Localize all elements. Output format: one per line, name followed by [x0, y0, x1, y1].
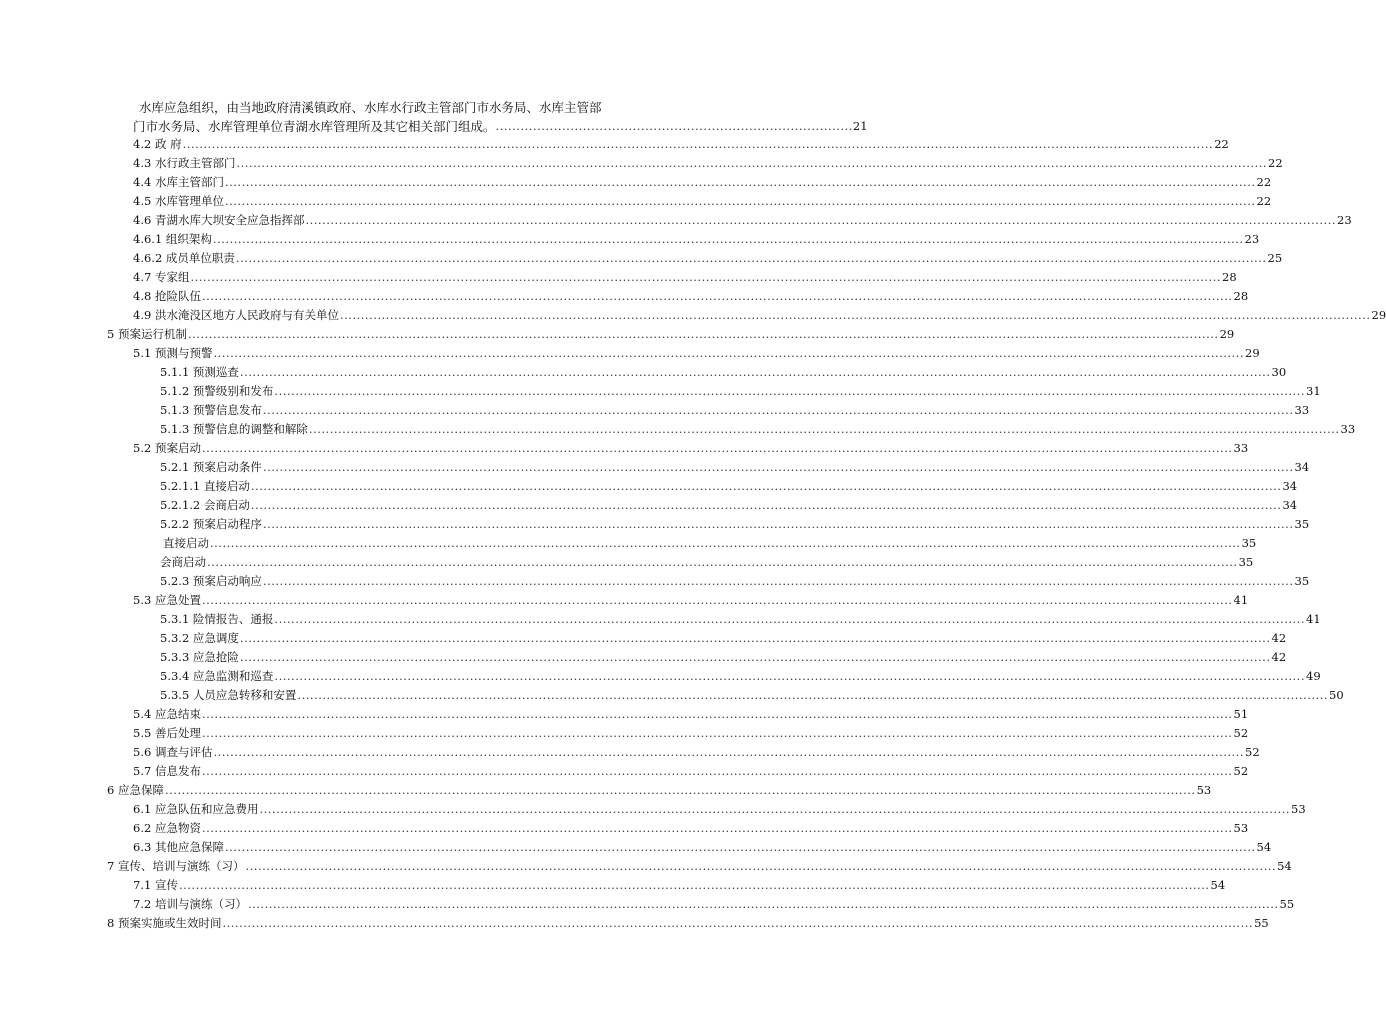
toc-leader	[202, 439, 1233, 458]
toc-entry[interactable]	[160, 477, 1298, 496]
toc-leader	[202, 591, 1233, 610]
toc-entry[interactable]	[160, 458, 1310, 477]
toc-leader	[183, 135, 1214, 154]
toc-page-number: 34	[1294, 460, 1310, 474]
toc-leader	[202, 287, 1233, 306]
toc-page-number: 41	[1233, 593, 1249, 607]
toc-page-number: 52	[1233, 764, 1249, 778]
toc-entry-label: 直接启动	[163, 536, 209, 550]
toc-entry[interactable]	[133, 306, 1386, 325]
toc-leader	[274, 610, 1305, 629]
toc-entry[interactable]	[133, 268, 1237, 287]
toc-entry-label: 5.2.1.1 直接启动	[160, 479, 250, 493]
toc-entry-label: 5.2.1 预案启动条件	[160, 460, 262, 474]
toc-page-number: 42	[1271, 650, 1287, 664]
toc-entry[interactable]	[160, 667, 1321, 686]
toc-entry-label: 5.2 预案启动	[133, 441, 201, 455]
toc-entry[interactable]	[160, 515, 1310, 534]
toc-leader	[213, 344, 1244, 363]
toc-entry-label: 7.2 培训与演练（习）	[133, 897, 247, 911]
toc-leader	[190, 268, 1221, 287]
toc-leader	[263, 515, 1294, 534]
toc-page-number: 53	[1196, 783, 1212, 797]
toc-entry-label: 5.7 信息发布	[133, 764, 201, 778]
toc-page-number: 54	[1277, 859, 1292, 873]
toc-leader	[263, 401, 1294, 420]
toc-entry[interactable]	[160, 553, 1254, 572]
toc-leader	[240, 648, 1271, 667]
toc-leader	[251, 496, 1282, 515]
toc-leader	[213, 743, 1244, 762]
toc-page-number: 52	[1233, 726, 1249, 740]
toc-leader	[245, 857, 1276, 876]
toc-page-number: 22	[1268, 156, 1283, 170]
toc-entry[interactable]	[160, 686, 1344, 705]
toc-leader	[202, 724, 1233, 743]
toc-entry-label: 7 宣传、培训与演练（习）	[107, 859, 245, 873]
toc-entry[interactable]	[133, 154, 1283, 173]
toc-entry-label: 5.3.2 应急调度	[160, 631, 239, 645]
toc-entry-label: 5.2.3 预案启动响应	[160, 574, 262, 588]
toc-page-number: 52	[1245, 745, 1260, 759]
toc-entry-label: 7.1 宣传	[133, 878, 178, 892]
toc-leader	[274, 382, 1305, 401]
toc-leader	[263, 572, 1294, 591]
toc-page-number: 29	[1371, 308, 1386, 322]
toc-page-number: 55	[1254, 916, 1269, 930]
toc-page-number: 23	[1337, 213, 1352, 227]
toc-entry[interactable]	[133, 591, 1249, 610]
toc-intro-page-number: 21	[852, 119, 868, 133]
toc-leader	[165, 781, 1196, 800]
toc-entry-label: 6.3 其他应急保障	[133, 840, 224, 854]
toc-entry[interactable]	[160, 420, 1356, 439]
toc-page-number: 34	[1282, 479, 1298, 493]
toc-page-number: 53	[1291, 802, 1306, 816]
toc-entry[interactable]	[133, 173, 1272, 192]
toc-entry-label: 4.6.2 成员单位职责	[133, 251, 235, 265]
toc-page-number: 55	[1279, 897, 1295, 911]
toc-entry[interactable]	[160, 401, 1310, 420]
toc-leader	[222, 914, 1253, 933]
toc-page-number: 22	[1256, 194, 1272, 208]
toc-entry[interactable]	[133, 211, 1352, 230]
toc-page-number: 35	[1241, 536, 1257, 550]
toc-entry-label: 5.1 预测与预警	[133, 346, 213, 360]
toc-entry-label: 4.6.1 组织架构	[133, 232, 212, 246]
toc-leader	[263, 458, 1294, 477]
toc-intro-line-2-text: 门市水务局、水库管理单位青湖水库管理所及其它相关部门组成。	[133, 119, 496, 134]
toc-page-number: 29	[1219, 327, 1235, 341]
toc-entry[interactable]	[133, 439, 1249, 458]
toc-entry[interactable]	[133, 705, 1249, 724]
toc-entry[interactable]	[107, 914, 1269, 933]
toc-page-number: 22	[1214, 137, 1229, 151]
toc-entry[interactable]	[133, 800, 1306, 819]
toc-leader	[202, 762, 1233, 781]
toc-page-number: 53	[1233, 821, 1249, 835]
toc-leader	[236, 249, 1267, 268]
toc-entry[interactable]	[133, 838, 1272, 857]
toc-entry[interactable]	[160, 629, 1287, 648]
toc-leader	[225, 838, 1256, 857]
toc-page-number: 35	[1294, 517, 1310, 531]
toc-entry[interactable]	[160, 648, 1287, 667]
toc-leader	[179, 876, 1210, 895]
toc-entry[interactable]	[133, 762, 1249, 781]
toc-leader	[210, 534, 1241, 553]
toc-leader	[251, 477, 1282, 496]
toc-entry[interactable]	[133, 287, 1249, 306]
toc-page-number: 41	[1306, 612, 1321, 626]
toc-entry-label: 4.8 抢险队伍	[133, 289, 201, 303]
toc-entry-label: 5.6 调查与评估	[133, 745, 213, 759]
toc-entry[interactable]	[107, 325, 1235, 344]
toc-page-number: 30	[1271, 365, 1287, 379]
toc-page-number: 25	[1267, 251, 1283, 265]
toc-entry[interactable]	[133, 230, 1260, 249]
toc-intro-line-2	[133, 117, 868, 136]
toc-entry[interactable]	[133, 344, 1260, 363]
toc-intro-line-1: 水库应急组织，由当地政府清溪镇政府、水库水行政主管部门市水务局、水库主管部	[139, 100, 602, 115]
toc-page-number: 34	[1282, 498, 1298, 512]
toc-entry-label: 5.1.3 预警信息的调整和解除	[160, 422, 308, 436]
toc-leader	[225, 192, 1256, 211]
toc-entry[interactable]	[133, 895, 1295, 914]
toc-entry-label: 5.1.2 预警级别和发布	[160, 384, 274, 398]
toc-entry-label: 8 预案实施或生效时间	[107, 916, 222, 930]
toc-page-number: 51	[1233, 707, 1249, 721]
toc-entry[interactable]	[133, 876, 1226, 895]
toc-leader	[297, 686, 1328, 705]
toc-leader	[240, 629, 1271, 648]
toc-entry-label: 4.4 水库主管部门	[133, 175, 224, 189]
toc-page-number: 54	[1256, 840, 1272, 854]
toc-entry-label: 6.1 应急队伍和应急费用	[133, 802, 259, 816]
toc-entry[interactable]	[107, 857, 1292, 876]
toc-page-number: 28	[1233, 289, 1249, 303]
toc-leader	[213, 230, 1244, 249]
toc-entry[interactable]	[163, 534, 1257, 553]
toc-entry-label: 6 应急保障	[107, 783, 164, 797]
toc-entry[interactable]	[160, 363, 1287, 382]
toc-entry-label: 5.3.3 应急抢险	[160, 650, 239, 664]
toc-entry[interactable]	[160, 382, 1321, 401]
toc-page-number: 22	[1256, 175, 1272, 189]
toc-entry-label: 5.3.1 险情报告、通报	[160, 612, 274, 626]
toc-intro-entry[interactable]	[133, 98, 868, 136]
toc-entry-label: 5.1.3 预警信息发布	[160, 403, 262, 417]
toc-entry-label: 5.2.1.2 会商启动	[160, 498, 250, 512]
toc-page-number: 29	[1245, 346, 1260, 360]
toc-entry-label: 5.3 应急处置	[133, 593, 201, 607]
toc-page-number: 23	[1244, 232, 1260, 246]
toc-page-number: 33	[1233, 441, 1249, 455]
toc-page-number: 31	[1306, 384, 1321, 398]
toc-entry[interactable]	[133, 192, 1272, 211]
toc-entry-label: 5.3.4 应急监测和巡查	[160, 669, 274, 683]
toc-entry[interactable]	[160, 572, 1310, 591]
toc-leader	[225, 173, 1256, 192]
toc-leader	[207, 553, 1238, 572]
toc-leader	[274, 667, 1305, 686]
toc-page-number: 42	[1271, 631, 1287, 645]
toc-entry[interactable]	[133, 249, 1283, 268]
toc-page-number: 54	[1210, 878, 1226, 892]
toc-entry-label: 4.5 水库管理单位	[133, 194, 224, 208]
toc-entry-label: 4.6 青湖水库大坝安全应急指挥部	[133, 213, 305, 227]
toc-entry-label: 5.2.2 预案启动程序	[160, 517, 262, 531]
toc-entry-label: 4.9 洪水淹没区地方人民政府与有关单位	[133, 308, 339, 322]
toc-entry-label: 6.2 应急物资	[133, 821, 201, 835]
toc-entry-label: 4.3 水行政主管部门	[133, 156, 236, 170]
toc-entry[interactable]	[133, 135, 1229, 154]
toc-leader	[202, 819, 1233, 838]
toc-page-number: 33	[1340, 422, 1356, 436]
toc-entry[interactable]	[160, 610, 1321, 629]
toc-leader	[188, 325, 1219, 344]
toc-page-number: 28	[1222, 270, 1237, 284]
toc-entry-label: 4.7 专家组	[133, 270, 190, 284]
toc-leader	[259, 800, 1290, 819]
toc-page-number: 35	[1238, 555, 1254, 569]
toc-leader	[309, 420, 1340, 439]
toc-entry[interactable]	[133, 724, 1249, 743]
toc-page-number: 35	[1294, 574, 1310, 588]
toc-page-number: 49	[1306, 669, 1321, 683]
toc-entry-label: 5 预案运行机制	[107, 327, 187, 341]
toc-leader	[236, 154, 1267, 173]
toc-entry-label: 会商启动	[160, 555, 206, 569]
toc-leader	[248, 895, 1279, 914]
toc-leader	[305, 211, 1336, 230]
toc-entry-label: 5.1.1 预测巡查	[160, 365, 239, 379]
toc-entry[interactable]	[133, 743, 1260, 762]
toc-entry[interactable]	[133, 819, 1249, 838]
toc-entry[interactable]	[107, 781, 1212, 800]
toc-intro-leader: ......................................................................................	[495, 119, 853, 133]
toc-leader	[240, 363, 1271, 382]
toc-entry[interactable]	[160, 496, 1298, 515]
toc-page-number: 33	[1294, 403, 1310, 417]
toc-entry-label: 5.3.5 人员应急转移和安置	[160, 688, 297, 702]
toc-entry-label: 5.4 应急结束	[133, 707, 201, 721]
toc-entry-label: 5.5 善后处理	[133, 726, 201, 740]
toc-page-number: 50	[1329, 688, 1344, 702]
toc-leader	[340, 306, 1371, 325]
toc-entry-label: 4.2 政 府	[133, 137, 182, 151]
toc-leader	[202, 705, 1233, 724]
